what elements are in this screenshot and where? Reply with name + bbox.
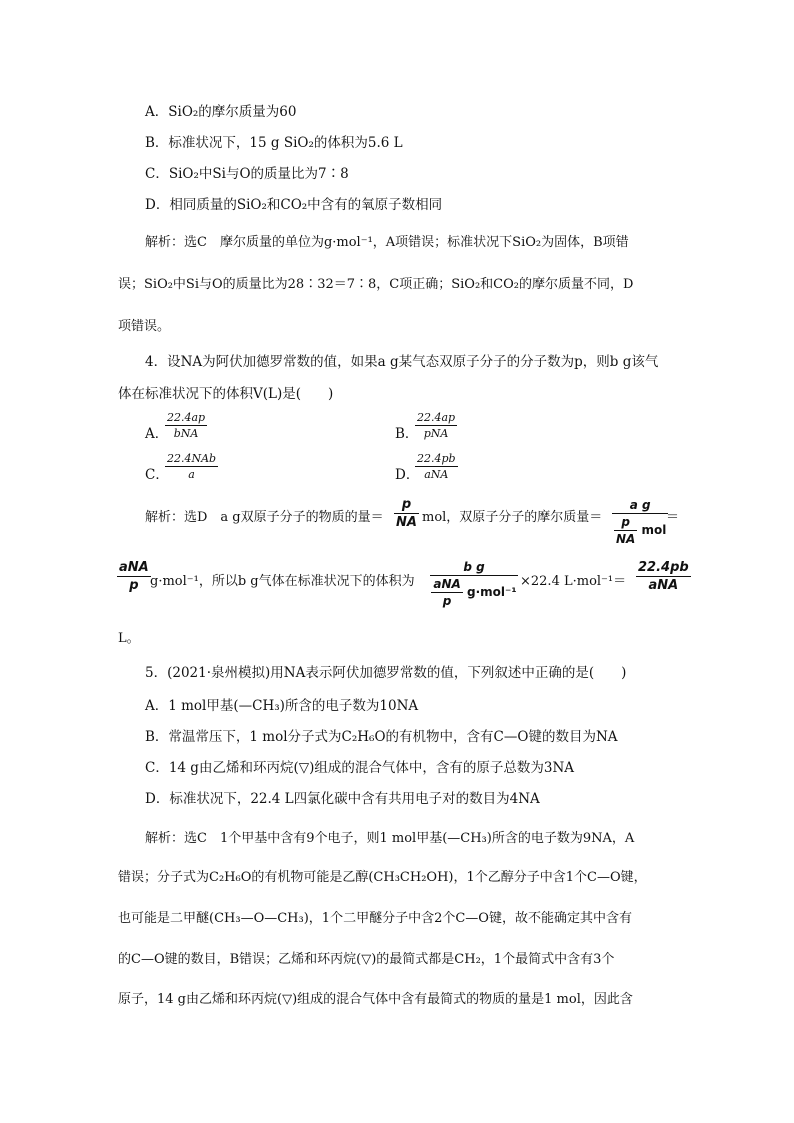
q4-stem-line1: 4．设NA为阿伏加德罗常数的值，如果a g某气态双原子分子的分子数为p，则b g该气	[145, 354, 659, 370]
q4-analysis-frac2-den-den: NA	[616, 532, 636, 546]
q4-analysis-frac4-num: b g	[463, 560, 485, 574]
q4-option-a-den: bNA	[173, 427, 199, 440]
q4-analysis-frac4	[430, 560, 518, 608]
q4-analysis-frac2	[612, 498, 668, 546]
q4-option-c-den: a	[188, 468, 195, 481]
q4-analysis-frac5	[636, 560, 691, 593]
q4-analysis-frac2-den-num: p	[621, 515, 630, 529]
q4-option-b-fraction	[415, 411, 457, 440]
q4-option-a-num: 22.4ap	[167, 411, 206, 424]
q3-analysis-line1: 解析：选C 摩尔质量的单位为g·mol⁻¹，A项错误；标准状况下SiO₂为固体，B项错	[145, 235, 629, 250]
q4-analysis-frac1-num: p	[401, 497, 412, 512]
q4-analysis-frac4-den-den: p	[442, 594, 452, 608]
q3-option-d: D．相同质量的SiO₂和CO₂中含有的氧原子数相同	[145, 197, 443, 213]
q4-analysis-eq: ＝	[666, 510, 680, 525]
q4-analysis-mult: ×22.4 L·mol⁻¹＝	[520, 574, 627, 589]
q5-analysis-line5: 原子，14 g由乙烯和环丙烷(▽)组成的混合气体中含有最简式的物质的量是1 mol，因此含	[118, 992, 633, 1007]
q4-analysis-frac5-num: 22.4pb	[638, 560, 689, 575]
q5-option-b: B．常温常压下，1 mol分子式为C₂H₆O的有机物中，含有C—O键的数目为NA	[145, 729, 618, 745]
q5-option-a: A．1 mol甲基(—CH₃)所含的电子数为10NA	[145, 698, 419, 714]
q4-option-c-label: C．	[145, 467, 169, 483]
q4-analysis-frac2-unit: mol	[641, 523, 667, 537]
q4-stem-line2: 体在标准状况下的体积V(L)是( )	[118, 386, 334, 402]
q4-analysis-frac3-num: aNA	[119, 560, 149, 575]
q4-analysis-line2-text: g·mol⁻¹，所以b g气体在标准状况下的体积为	[150, 574, 415, 589]
q5-analysis-line1: 解析：选C 1个甲基中含有9个电子，则1 mol甲基(—CH₃)所含的电子数为9NA，A	[145, 831, 635, 846]
q4-analysis-frac1	[394, 497, 419, 530]
q4-analysis-frac4-unit: g·mol⁻¹	[467, 585, 517, 599]
q5-option-d: D．标准状况下，22.4 L四氯化碳中含有共用电子对的数目为4NA	[145, 791, 540, 807]
q4-option-d-num: 22.4pb	[417, 452, 456, 465]
q4-analysis-frac4-den-num: aNA	[433, 577, 461, 591]
q4-option-d-fraction	[415, 452, 458, 481]
q3-analysis-line2: 误；SiO₂中Si与O的质量比为28∶32＝7∶8，C项正确；SiO₂和CO₂的摩尔质量不同，D	[118, 277, 634, 292]
q3-option-b: B．标准状况下，15 g SiO₂的体积为5.6 L	[145, 135, 403, 151]
q4-analysis-frac3	[117, 560, 151, 593]
q4-option-d-den: aNA	[424, 468, 449, 481]
q4-option-a-label: A．	[145, 426, 169, 442]
q5-analysis-line2: 错误；分子式为C₂H₆O的有机物可能是乙醇(CH₃CH₂OH)，1个乙醇分子中含1个C—O键，	[118, 870, 647, 885]
q4-option-c-fraction	[165, 452, 218, 481]
q3-option-a: A．SiO₂的摩尔质量为60	[145, 104, 297, 120]
q5-analysis-line4: 的C—O键的数目，B错误；乙烯和环丙烷(▽)的最简式都是CH₂，1个最简式中含有3个	[118, 952, 615, 967]
q4-option-c-num: 22.4NAb	[167, 452, 217, 465]
q4-option-b-den: pNA	[423, 427, 449, 440]
q3-option-c: C．SiO₂中Si与O的质量比为7∶8	[145, 166, 349, 182]
q4-option-a-fraction	[165, 411, 207, 440]
q5-option-c: C．14 g由乙烯和环丙烷(▽)组成的混合气体中，含有的原子总数为3NA	[145, 760, 575, 776]
q4-analysis-line3: L。	[118, 631, 140, 646]
q4-analysis-frac5-den: aNA	[648, 578, 679, 593]
q4-analysis-frac1-den: NA	[396, 515, 417, 530]
q4-option-b-label: B．	[395, 426, 419, 442]
q3-analysis-line3: 项错误。	[118, 319, 171, 334]
q4-option-b-num: 22.4ap	[417, 411, 456, 424]
q5-analysis-line3: 也可能是二甲醚(CH₃—O—CH₃)，1个二甲醚分子中含2个C—O键，故不能确定其中含有	[118, 911, 632, 926]
q4-option-d-label: D．	[395, 467, 420, 483]
q4-analysis-frac3-den: p	[129, 578, 139, 593]
q4-analysis-frac2-num: a g	[629, 498, 651, 512]
q4-analysis-mid: mol，双原子分子的摩尔质量＝	[422, 510, 603, 525]
q4-analysis-prefix: 解析：选D a g双原子分子的物质的量＝	[145, 510, 384, 525]
q5-stem: 5．(2021·泉州模拟)用NA表示阿伏加德罗常数的值，下列叙述中正确的是( )	[145, 665, 627, 681]
